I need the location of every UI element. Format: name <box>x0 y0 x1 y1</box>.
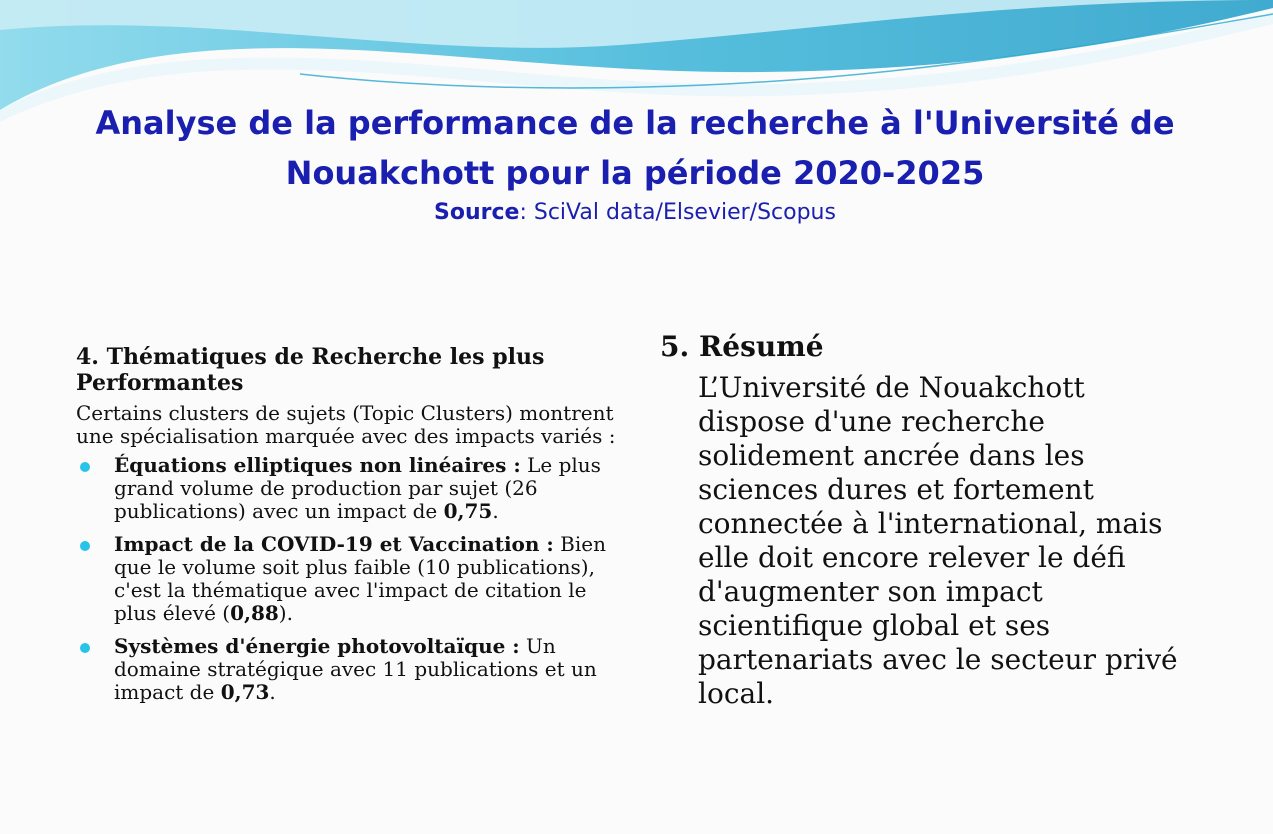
source-text: : SciVal data/Elsevier/Scopus <box>519 200 836 225</box>
bullet-icon <box>80 462 90 472</box>
summary-heading: 5. Résumé <box>660 330 824 363</box>
list-item <box>76 454 621 523</box>
bullet-icon <box>80 541 90 551</box>
summary-section <box>660 330 1220 711</box>
bullet-icon <box>80 643 90 653</box>
themes-heading: 4. Thématiques de Recherche les plus Performantes <box>76 344 545 396</box>
item-text: Le plus grand volume de production par sujet (26 publications) avec un impact de <box>114 453 601 523</box>
item-text: Bien que le volume soit plus faible (10 publications), c'est la thématique avec l'impact de citation le plus élevé ( <box>114 532 606 625</box>
themes-intro: Certains clusters de sujets (Topic Clusters) montrent une spécialisation marquée avec des impacts variés : <box>76 401 616 448</box>
item-value: 0,88 <box>230 601 279 625</box>
item-title: Impact de la COVID-19 et Vaccination : <box>114 532 554 556</box>
source-line <box>60 200 1210 225</box>
item-text: Un domaine stratégique avec 11 publications et un impact de <box>114 634 597 704</box>
list-item <box>76 635 621 704</box>
themes-list <box>76 454 621 704</box>
item-title: Équations elliptiques non linéaires : <box>114 453 521 477</box>
source-label: Source <box>434 200 520 225</box>
list-item <box>76 533 621 625</box>
themes-section <box>76 344 621 714</box>
page-title: Analyse de la performance de la recherche à l'Université de Nouakchott pour la période 2020-2025 <box>95 104 1175 192</box>
item-tail: . <box>269 680 276 704</box>
item-tail: ). <box>278 601 293 625</box>
item-value: 0,75 <box>443 499 493 523</box>
item-tail: . <box>492 499 499 523</box>
summary-text: L’Université de Nouakchott dispose d'une recherche solidement ancrée dans les sciences dures et fortement connectée à l'international, mais elle doit encore relever le défi d'augmenter son impact scientifique global et ses partenariats avec le secteur privé local. <box>698 371 1178 710</box>
item-title: Systèmes d'énergie photovoltaïque : <box>114 634 520 658</box>
item-value: 0,73 <box>220 680 270 704</box>
